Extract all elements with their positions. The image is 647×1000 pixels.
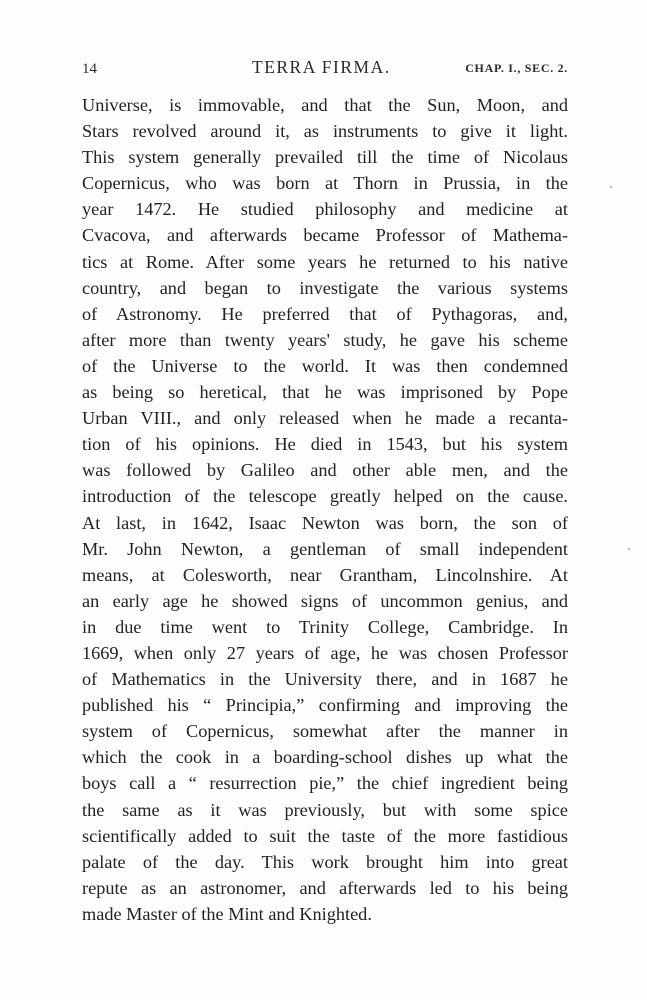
text-line: Cvacova, and afterwards became Professor of Mathema- xyxy=(82,225,568,246)
paper-speck xyxy=(610,186,612,188)
text-line: of the Universe to the world. It was then condemned xyxy=(82,355,568,376)
text-line: Universe, is immovable, and that the Sun, Moon, and xyxy=(82,95,568,115)
text-line: of Mathematics in the University there, and in 1687 he xyxy=(82,669,568,690)
text-line: Stars revolved around it, as instruments to give it light. xyxy=(82,121,568,142)
page-header xyxy=(82,57,568,81)
text-line: year 1472. He studied philosophy and medicine at xyxy=(82,199,568,220)
text-line: made Master of the Mint and Knighted. xyxy=(82,903,372,924)
text-line: Urban VIII., and only released when he made a recanta- xyxy=(82,408,568,429)
running-title: TERRA FIRMA. xyxy=(252,57,391,77)
text-line: after more than twenty years' study, he gave his scheme xyxy=(82,329,568,350)
page-number: 14 xyxy=(82,61,97,77)
text-line: of Astronomy. He preferred that of Pythagoras, and, xyxy=(82,303,568,324)
text-line: the same as it was previously, but with some spice xyxy=(82,799,568,820)
text-line: introduction of the telescope greatly helped on the cause. xyxy=(82,486,568,507)
text-line: an early age he showed signs of uncommon genius, and xyxy=(82,590,568,611)
chapter-section-reference: CHAP. I., SEC. 2. xyxy=(465,61,568,75)
text-line: 1669, when only 27 years of age, he was chosen Professor xyxy=(82,642,568,663)
text-line: Copernicus, who was born at Thorn in Prussia, in the xyxy=(82,173,568,194)
text-line: Mr. John Newton, a gentleman of small independent xyxy=(82,538,568,559)
text-line: was followed by Galileo and other able men, and the xyxy=(82,460,568,481)
paper-speck xyxy=(628,548,630,550)
text-line: tics at Rome. After some years he returned to his native xyxy=(82,251,568,272)
text-line: which the cook in a boarding-school dishes up what the xyxy=(82,747,568,768)
text-line: repute as an astronomer, and afterwards led to his being xyxy=(82,877,568,898)
text-line: This system generally prevailed till the time of Nicolaus xyxy=(82,147,568,168)
text-line: means, at Colesworth, near Grantham, Lincolnshire. At xyxy=(82,564,568,585)
text-line: system of Copernicus, somewhat after the manner in xyxy=(82,721,568,742)
text-line: palate of the day. This work brought him into great xyxy=(82,851,568,872)
text-line: scientifically added to suit the taste of the more fastidious xyxy=(82,825,568,846)
body-text xyxy=(82,92,568,927)
text-line: published his “ Principia,” confirming and improving the xyxy=(82,695,568,716)
text-line: At last, in 1642, Isaac Newton was born, the son of xyxy=(82,512,568,533)
text-line: as being so heretical, that he was imprisoned by Pope xyxy=(82,382,568,403)
text-line: boys call a “ resurrection pie,” the chief ingredient being xyxy=(82,773,568,794)
text-line: tion of his opinions. He died in 1543, but his system xyxy=(82,434,568,455)
text-line: in due time went to Trinity College, Cambridge. In xyxy=(82,616,568,637)
text-line: country, and began to investigate the various systems xyxy=(82,277,568,298)
